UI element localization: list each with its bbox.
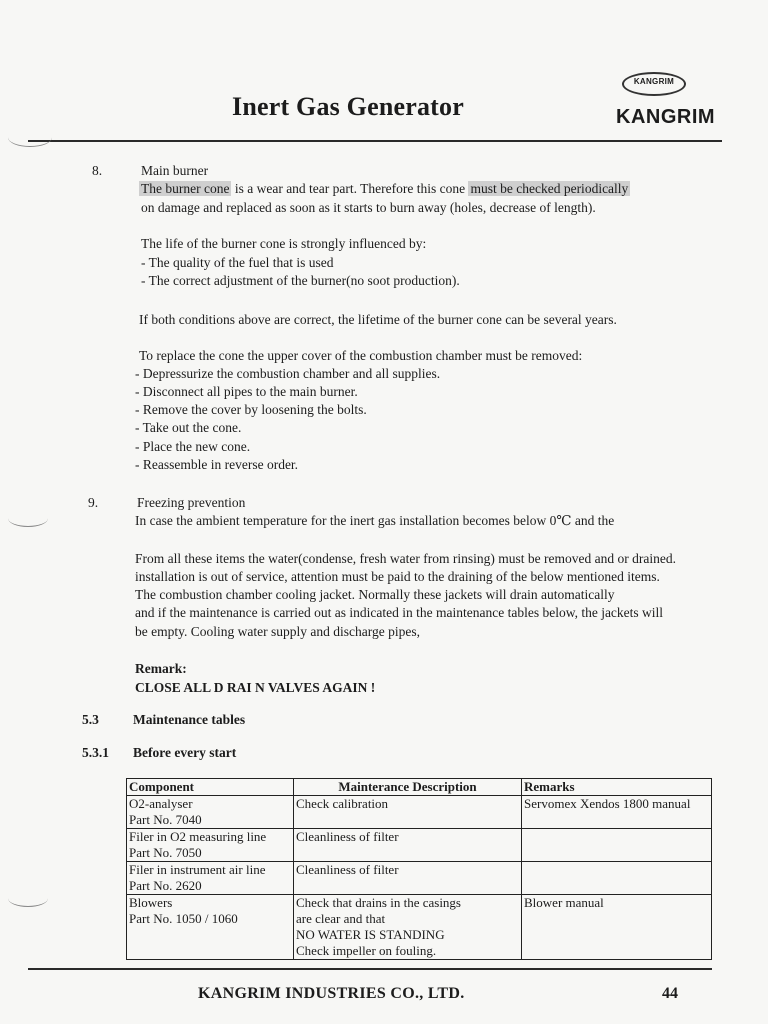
paragraph-line: be empty. Cooling water supply and discharge pipes,: [135, 624, 420, 639]
description-cell: Check that drains in the casings are clear and that NO WATER IS STANDING Check impeller on fouling.: [294, 895, 522, 960]
header-divider: [28, 140, 722, 142]
table-row: [127, 862, 712, 895]
description-cell: Check calibration: [294, 796, 522, 829]
column-header: Mainterance Description: [294, 779, 522, 796]
remarks-cell: Blower manual: [522, 895, 712, 960]
section-heading: Main burner: [141, 163, 209, 178]
list-item: - Depressurize the combustion chamber and all supplies.: [135, 366, 441, 381]
list-item: - Place the new cone.: [135, 439, 251, 454]
footer-company: KANGRIM INDUSTRIES CO., LTD.: [198, 985, 465, 1002]
section-number: 5.3: [82, 712, 99, 727]
paragraph-line: The life of the burner cone is strongly influenced by:: [141, 236, 427, 251]
table-row: [127, 796, 712, 829]
paragraph-line: and if the maintenance is carried out as indicated in the maintenance tables below, the jackets will: [135, 605, 664, 620]
remark-label: Remark:: [135, 661, 187, 676]
section-number: 9.: [88, 495, 99, 510]
paragraph-line: To replace the cone the upper cover of the combustion chamber must be removed:: [139, 348, 583, 363]
section-heading: Before every start: [133, 745, 237, 760]
paragraph-line: If both conditions above are correct, the lifetime of the burner cone can be several years.: [139, 312, 617, 327]
list-item: - Reassemble in reverse order.: [135, 457, 299, 472]
company-logo-wordmark: KANGRIM: [616, 106, 716, 128]
footer-divider: [28, 968, 712, 970]
paragraph-line: The burner cone is a wear and tear part. Therefore this cone must be checked periodically: [141, 181, 629, 196]
component-cell: Blowers Part No. 1050 / 1060: [127, 895, 294, 960]
paragraph-line: installation is out of service, attention must be paid to the draining of the below mentioned items.: [135, 569, 660, 584]
column-header: Remarks: [522, 779, 712, 796]
description-cell: Cleanliness of filter: [294, 829, 522, 862]
page-title: Inert Gas Generator: [232, 92, 464, 121]
section-heading: Maintenance tables: [133, 712, 246, 727]
highlighted-text: The burner cone: [141, 181, 230, 196]
remarks-cell: [522, 862, 712, 895]
column-header: Component: [127, 779, 294, 796]
paragraph-line: The combustion chamber cooling jacket. Normally these jackets will drain automatically: [135, 587, 615, 602]
table-row: [127, 829, 712, 862]
list-item: - Disconnect all pipes to the main burner.: [135, 384, 358, 399]
remarks-cell: Servomex Xendos 1800 manual: [522, 796, 712, 829]
list-item: - The quality of the fuel that is used: [141, 255, 334, 270]
paragraph-line: From all these items the water(condense, fresh water from rinsing) must be removed and or drained.: [135, 551, 676, 566]
section-number: 5.3.1: [82, 745, 109, 760]
component-cell: Filer in O2 measuring line Part No. 7050: [127, 829, 294, 862]
page-number: 44: [662, 985, 678, 1002]
company-logo-emblem: [622, 72, 686, 96]
description-cell: Cleanliness of filter: [294, 862, 522, 895]
binder-mark: [8, 890, 48, 907]
paragraph-line: In case the ambient temperature for the inert gas installation becomes below 0℃ and the: [135, 513, 615, 528]
remark-text: CLOSE ALL D RAI N VALVES AGAIN !: [135, 680, 376, 695]
remarks-cell: [522, 829, 712, 862]
component-cell: O2-analyser Part No. 7040: [127, 796, 294, 829]
section-number: 8.: [92, 163, 103, 178]
list-item: - The correct adjustment of the burner(no soot production).: [141, 273, 460, 288]
component-cell: Filer in instrument air line Part No. 2620: [127, 862, 294, 895]
paragraph-line: on damage and replaced as soon as it starts to burn away (holes, decrease of length).: [141, 200, 596, 215]
highlighted-text: must be checked periodically: [470, 181, 629, 196]
binder-mark: [8, 128, 52, 147]
section-heading: Freezing prevention: [137, 495, 246, 510]
binder-mark: [8, 510, 48, 527]
list-item: - Remove the cover by loosening the bolts.: [135, 402, 367, 417]
table-header-row: [127, 779, 712, 796]
maintenance-table: [126, 778, 712, 960]
logo-emblem-text: KANGRIM: [633, 77, 675, 86]
list-item: - Take out the cone.: [135, 420, 242, 435]
table-row: [127, 895, 712, 960]
